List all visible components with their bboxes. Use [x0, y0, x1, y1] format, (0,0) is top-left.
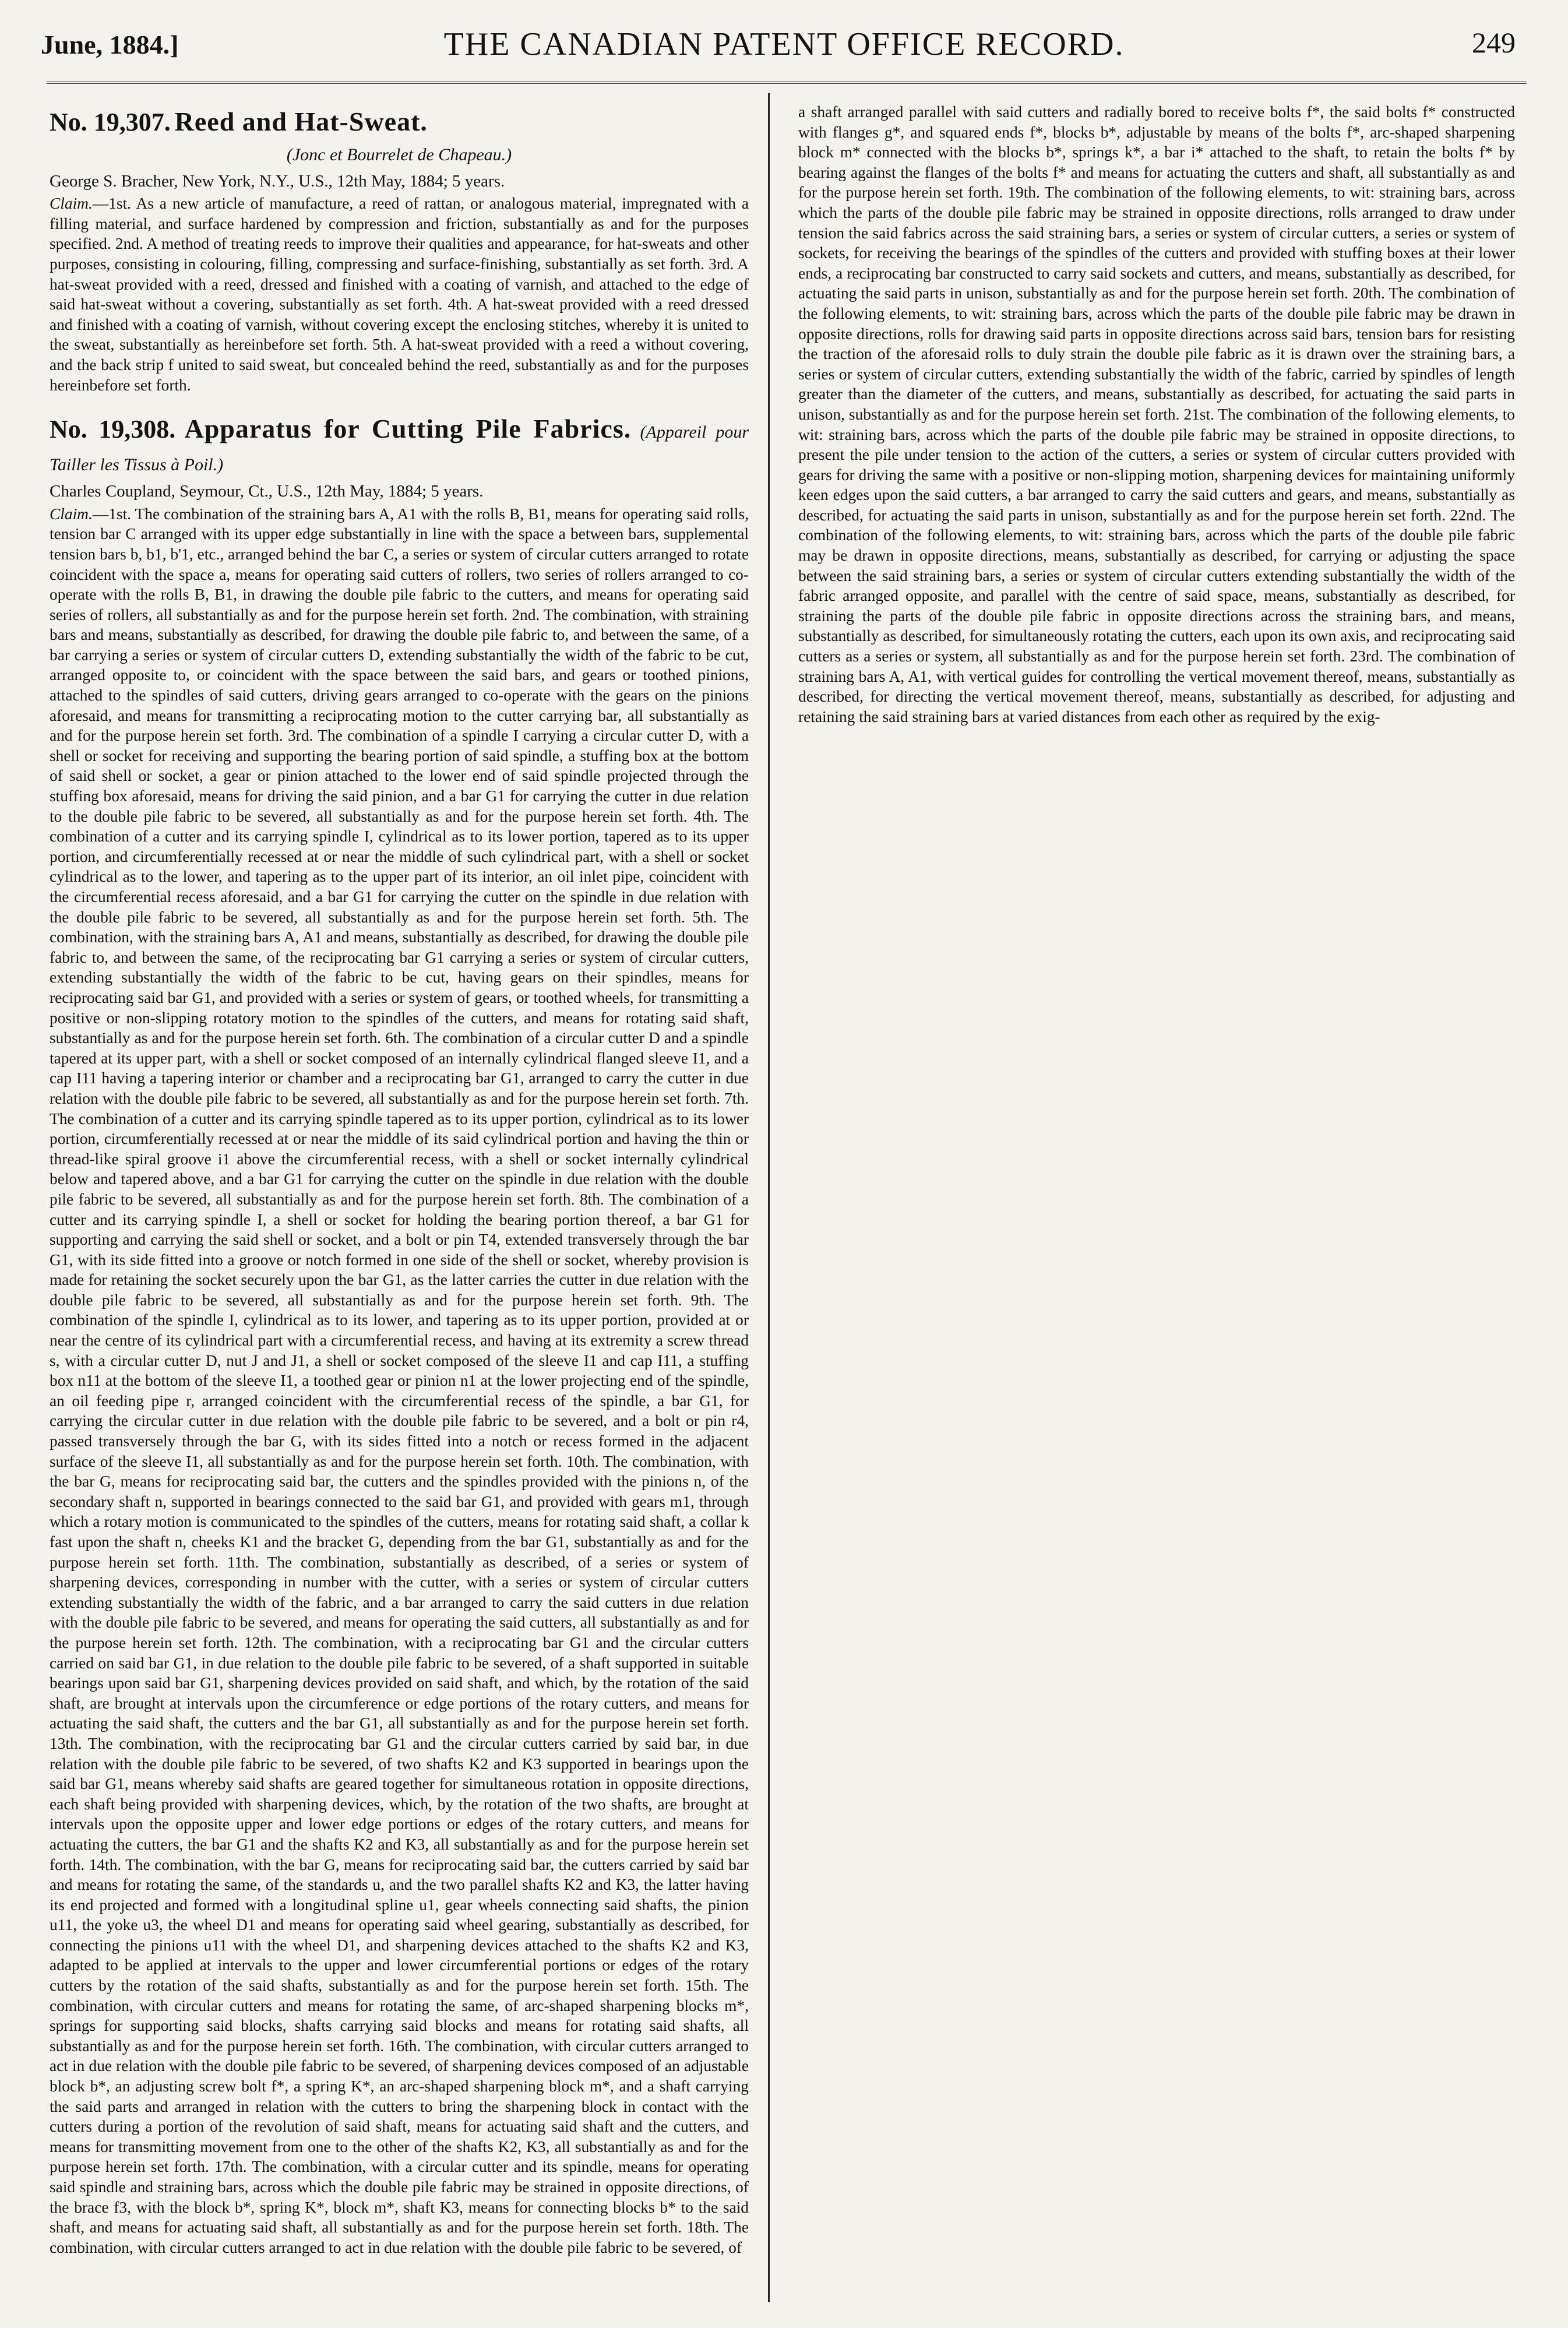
- claim-label: Claim.: [50, 505, 93, 523]
- claim-label: Claim.: [50, 195, 93, 213]
- claims-body: —1st. The combination of the straining bars A, A1 with the rolls B, B1, means for operating said rolls, tension bar C arranged with its upper edge substantially in line with the space a between bars, supplemental tension bars b, b1, b'1, etc., arranged behind the bar C, a series or system of circular cutters arranged to rotate coincident with the space a, means for operating said cutters of rollers, two series of rollers arranged to co-operate with the rolls B, B1, in drawing the double pile fabric to the cutters, and means for operating said series of rollers, all substantially as and for the purpose herein set forth. 2nd. The combination, with straining bars and means, substantially as described, for drawing the double pile fabric to, and between the same, of a bar carrying a series or system of circular cutters D, extending substantially the width of the fabric to be cut, arranged opposite to, or coincident with the space between the said bars, and gears or toothed pinions, attached to the spindles of said cutters, driving gears arranged to co-operate with the gears on the pinions aforesaid, and means for transmitting a reciprocating motion to the cutter carrying bar, all substantially as and for the purpose herein set forth. 3rd. The combination of a spindle I carrying a circular cutter D, with a shell or socket for receiving and supporting the bearing portion of said spindle, a stuffing box at the bottom of said shell or socket, a gear or pinion attached to the lower end of said spindle projected through the stuffing box aforesaid, means for driving the said pinion, and a bar G1 for carrying the cutter in due relation to the double pile fabric to be severed, all substantially as and for the purpose herein set forth. 4th. The combination of a cutter and its carrying spindle I, cylindrical as to its lower portion, tapered as to its upper portion, and circumferentially recessed at or near the middle of such cylindrical part, with a shell or socket cylindrical as to the lower, and tapering as to the upper part of its interior, an oil inlet pipe, coincident with the circumferential recess aforesaid, and a bar G1 for carrying the cutter on the spindle in due relation with the double pile fabric to be severed, all substantially as and for the purpose herein set forth. 5th. The combination, with the straining bars A, A1 and means, substantially as described, for drawing the double pile fabric to, and between the same, of the reciprocating bar G1 carrying a series or system of circular cutters, extending substantially the width of the fabric to be cut, having gears on their spindles, means for reciprocating said bar G1, and provided with a series or system of gears, or toothed wheels, for transmitting a positive or non-slipping rotatory motion to the spindles of the cutters, and means for rotating said shaft, substantially as and for the purpose herein set forth. 6th. The combination of a circular cutter D and a spindle tapered at its upper part, with a shell or socket composed of an internally cylindrical flanged sleeve I1, and a cap I11 having a tapering interior or chamber and a reciprocating bar G1, arranged to carry the cutter in due relation with the double pile fabric to be severed, all substantially as and for the purpose herein set forth. 7th. The combination of a cutter and its carrying spindle tapered as to its upper portion, cylindrical as to its lower portion, circumferentially recessed at or near the middle of its said cylindrical portion and having the thin or thread-like spiral groove i1 above the circumferential recess, with a shell or socket internally cylindrical below and tapered above, and a bar G1 for carrying the cutter on the spindle in due relation with the double pile fabric to be severed, all substantially as and for the purpose herein set forth. 8th. The combination of a cutter and its carrying spindle I, a shell or socket for holding the bearing portion thereof, a bar G1 for supporting and carrying the said shell or socket, and a bolt or pin T4, extended transversely through the bar G1, with its side fitted into a groove or notch formed in one side of the shell or socket, whereby provision is made for retaining the socket securely upon the bar G1, as the latter carries the cutter in due relation with the double pile fabric to be severed, all substantially as and for the purpose herein set forth. 9th. The combination of the spindle I, cylindrical as to its lower, and tapering as to its upper portion, provided at or near the centre of its cylindrical part with a circumferential recess, and having at its extremity a screw thread s, with a circular cutter D, nut J and J1, a shell or socket composed of the sleeve I1 and cap I11, a stuffing box n11 at the bottom of the sleeve I1, a toothed gear or pinion n1 at the lower projecting end of the spindle, an oil feeding pipe r, arranged coincident with the circumferential recess of the spindle, a bar G1, for carrying the circular cutter in due relation with the double pile fabric to be severed, and a bolt or pin r4, passed transversely through the bar G, with its sides fitted into a notch or recess formed in the adjacent surface of the sleeve I1, all substantially as and for the purpose herein set forth. 10th. The combination, with the bar G, means for reciprocating said bar, the cutters and the spindles provided with the pinions n, of the secondary shaft n, supported in bearings connected to the said bar G1, and provided with gears m1, through which a rotary motion is communicated to the spindles of the cutters, means for rotating said shaft, a collar k fast upon the shaft n, cheeks K1 and the bracket G, depending from the bar G1, substantially as and for the purpose herein set forth. 11th. The combination, substantially as described, of a series or system of sharpening devices, corresponding in number with the cutter, with a series or system of circular cutters extending substantially the width of the fabric, and a bar arranged to carry the said cutters in due relation with the double pile fabric to be severed, and means for operating the said cutters, all substantially as and for the purpose herein set forth. 12th. The combination, with a reciprocating bar G1 and the circular cutters carried on said bar G1, in due relation to the double pile fabric to be severed, of a shaft supported in suitable bearings upon said bar G1, sharpening devices provided on said shaft, and which, by the rotation of the said shaft, are brought at intervals upon the circumference or edge portions of the rotary cutters, and means for actuating the said shaft, the cutters and the bar G1, all substantially as and for the purpose herein set forth. 13th. The combination, with the reciprocating bar G1 and the circular cutters carried by said bar, in due relation with the double pile fabric to be severed, of two shafts K2 and K3 supported in bearings upon the said bar G1, means whereby said shafts are geared together for simultaneous rotation in opposite directions, each shaft being provided with sharpening devices, which, by the rotation of the two shafts, are brought at intervals upon the opposite upper and lower edge portions or edges of the rotary cutters, and means for actuating the cutters, the bar G1 and the shafts K2 and K3, all substantially as and for the purpose herein set forth. 14th. The combination, with the bar G, means for reciprocating said bar, the cutters carried by said bar and means for rotating the same, of the standards u, and the two parallel shafts K2 and K3, the latter having its end projected and formed with a longitudinal spline u1, gear wheels connecting said shafts, the pinion u11, the yoke u3, the wheel D1 and means for operating said wheel gearing, substantially as described, for connecting the pinions u11 with the wheel D1, and sharpening devices attached to the shafts K2 and K3, adapted to be applied at intervals to the upper and lower circumferential portions or edges of the rotary cutters by the rotation of the said shafts, substantially as and for the purpose herein set forth. 15th. The combination, with circular cutters and means for rotating the same, of arc-shaped sharpening blocks m*, springs for supporting said blocks, shafts carrying said blocks and means for rotating said shafts, all substantially as and for the purpose herein set forth. 16th. The combination, with circular cutters arranged to act in due relation with the double pile fabric to be severed, of sharpening devices composed of an adjustable block b*, an adjusting screw bolt f*, a spring K*, an arc-shaped sharpening block m*, and a shaft carrying the said parts and arranged in relation with the cutters to bring the sharpening block in contact with the cutters during a portion of the revolution of said shaft, means for actuating said shaft and the cutters, and means for transmitting movement from one to the other of the shafts K2, K3, all substantially as and for the purpose herein set forth. 17th. The combination, with a circular cutter and its spindle, means for operating said spindle and straining bars, across which the double pile fabric may be strained in opposite directions, of the brace f3, with the block b*, spring K*, block m*, shaft K3, means for connecting blocks b* to the said shaft, and means for actuating said shaft, all substantially as and for the purpose herein set forth. 18th. The combination, with circular cutters arranged to act in due relation with the double pile fabric to be severed, of: [50, 505, 749, 2256]
- claims-text: [50, 504, 749, 2258]
- publication-title: THE CANADIAN PATENT OFFICE RECORD.: [443, 26, 1125, 62]
- column-divider: [768, 93, 770, 2302]
- issue-date: June, 1884.]: [41, 30, 179, 59]
- claims-text: [50, 193, 749, 395]
- inventor-line: Charles Coupland, Seymour, Ct., U.S., 12th May, 1884; 5 years.: [50, 482, 484, 501]
- running-head: [0, 23, 1568, 70]
- patent-entry-19308: [50, 413, 749, 2257]
- header-rule: [47, 82, 1527, 84]
- french-title-line: [50, 145, 749, 165]
- french-title: (Appareil pour Tailler les Tissus à Poil.): [50, 422, 749, 475]
- inventor-line: George S. Bracher, New York, N.Y., U.S., 12th May, 1884; 5 years.: [50, 171, 505, 191]
- patent-number: No. 19,307.: [50, 108, 171, 136]
- claims-continuation: a shaft arranged parallel with said cutters and radially bored to receive bolts f*, the said bolts f* constructed with flanges g*, and squared ends f*, blocks b*, adjustable by means of the bolts f*, arc-shaped sharpening block m* connected with the blocks b*, springs k*, a bar i* attached to the shaft, to retain the bolts f* by bearing against the flanges of the bolts f* and means for actuating the cutters and shaft, all substantially as and for the purpose herein set forth. 19th. The combination of the following elements, to wit: straining bars, across which the parts of the double pile fabric may be strained in opposite directions, rolls arranged to draw under tension the said fabrics across the said straining bars, a series or system of circular cutters, a series or system of sockets, for receiving the bearings of the spindles of the cutters and provided with stuffing boxes at their lower ends, a reciprocating bar constructed to carry said sockets and cutters, and means, substantially as described, for actuating the said parts in unison, substantially as and for the purpose herein set forth. 20th. The combination of the following elements, to wit: straining bars, across which the parts of the double pile fabric may be drawn in opposite directions, rolls for drawing said parts in opposite directions across said bars, tension bars for resisting the traction of the aforesaid rolls to duly strain the double pile fabric as it is drawn over the straining bars, a series or system of circular cutters, extending substantially the width of the fabric, carried by spindles of length greater than the diameter of the cutters, and means, substantially as described, for actuating the said parts in unison, substantially as and for the purpose herein set forth. 21st. The combination of the following elements, to wit: straining bars, across which the parts of the double pile fabric may be strained in opposite directions, to present the pile under tension to the action of the cutters, a series or system of circular cutters provided with gears for driving the same with a positive or non-slipping motion, sharpening devices for maintaining uniformly keen edges upon the said cutters, a bar arranged to carry the said cutters and gears, and means, substantially as described, for actuating the said parts in unison, substantially as and for the purpose herein set forth. 22nd. The combination of the following elements, to wit: straining bars, across which the parts of the double pile fabric may be drawn in opposite directions, means, substantially as described, for carrying or adjusting the space between the said straining bars, a series or system of circular cutters extending substantially the width of the fabric arranged opposite, and parallel with the centre of said space, means, substantially as described, for straining the parts of the double pile fabric in opposite directions across the straining bars, and means, substantially as described, for simultaneously rotating the cutters, each upon its own axis, and reciprocating said cutters as a series or system, all substantially as and for the purpose herein set forth. 23rd. The combination of straining bars A, A1, with vertical guides for controlling the vertical movement thereof, means, substantially as described, for directing the vertical movement thereof, means, substantially as described, for adjusting and retaining the said straining bars at varied distances from each other as required by the exig-: [798, 103, 1515, 725]
- entry-heading: [50, 105, 749, 142]
- french-title: (Jonc et Bourrelet de Chapeau.): [286, 145, 512, 164]
- claims-body: —1st. As a new article of manufacture, a reed of rattan, or analogous material, impregnated with a filling material, and surface hardened by compression and friction, substantially as and for the purposes specified. 2nd. A method of treating reeds to improve their qualities and appearance, for hat-sweats and other purposes, consisting in colouring, filling, compressing and surface-finishing, substantially as set forth. 3rd. A hat-sweat provided with a reed, dressed and finished with a coating of varnish, and attached to the edge of said hat-sweat without a covering, substantially as set forth. 4th. A hat-sweat provided with a reed dressed and finished with a coating of varnish, without covering except the enclosing stitches, whereby it is united to the sweat, substantially as hereinbefore set forth. 5th. A hat-sweat provided with a reed a without covering, and the back strip f united to said sweat, but concealed behind the reed, substantially as and for the purposes hereinbefore set forth.: [50, 195, 749, 394]
- patent-number: No. 19,308.: [50, 415, 176, 444]
- patent-title: Apparatus for Cutting Pile Fabrics.: [184, 414, 632, 444]
- patent-title: Reed and Hat-Sweat.: [174, 107, 428, 136]
- left-column: [50, 102, 749, 2293]
- patent-entry-19307: [50, 105, 749, 395]
- entry-heading: [50, 413, 749, 481]
- right-column: [798, 102, 1515, 2293]
- page-number: 249: [1472, 26, 1516, 59]
